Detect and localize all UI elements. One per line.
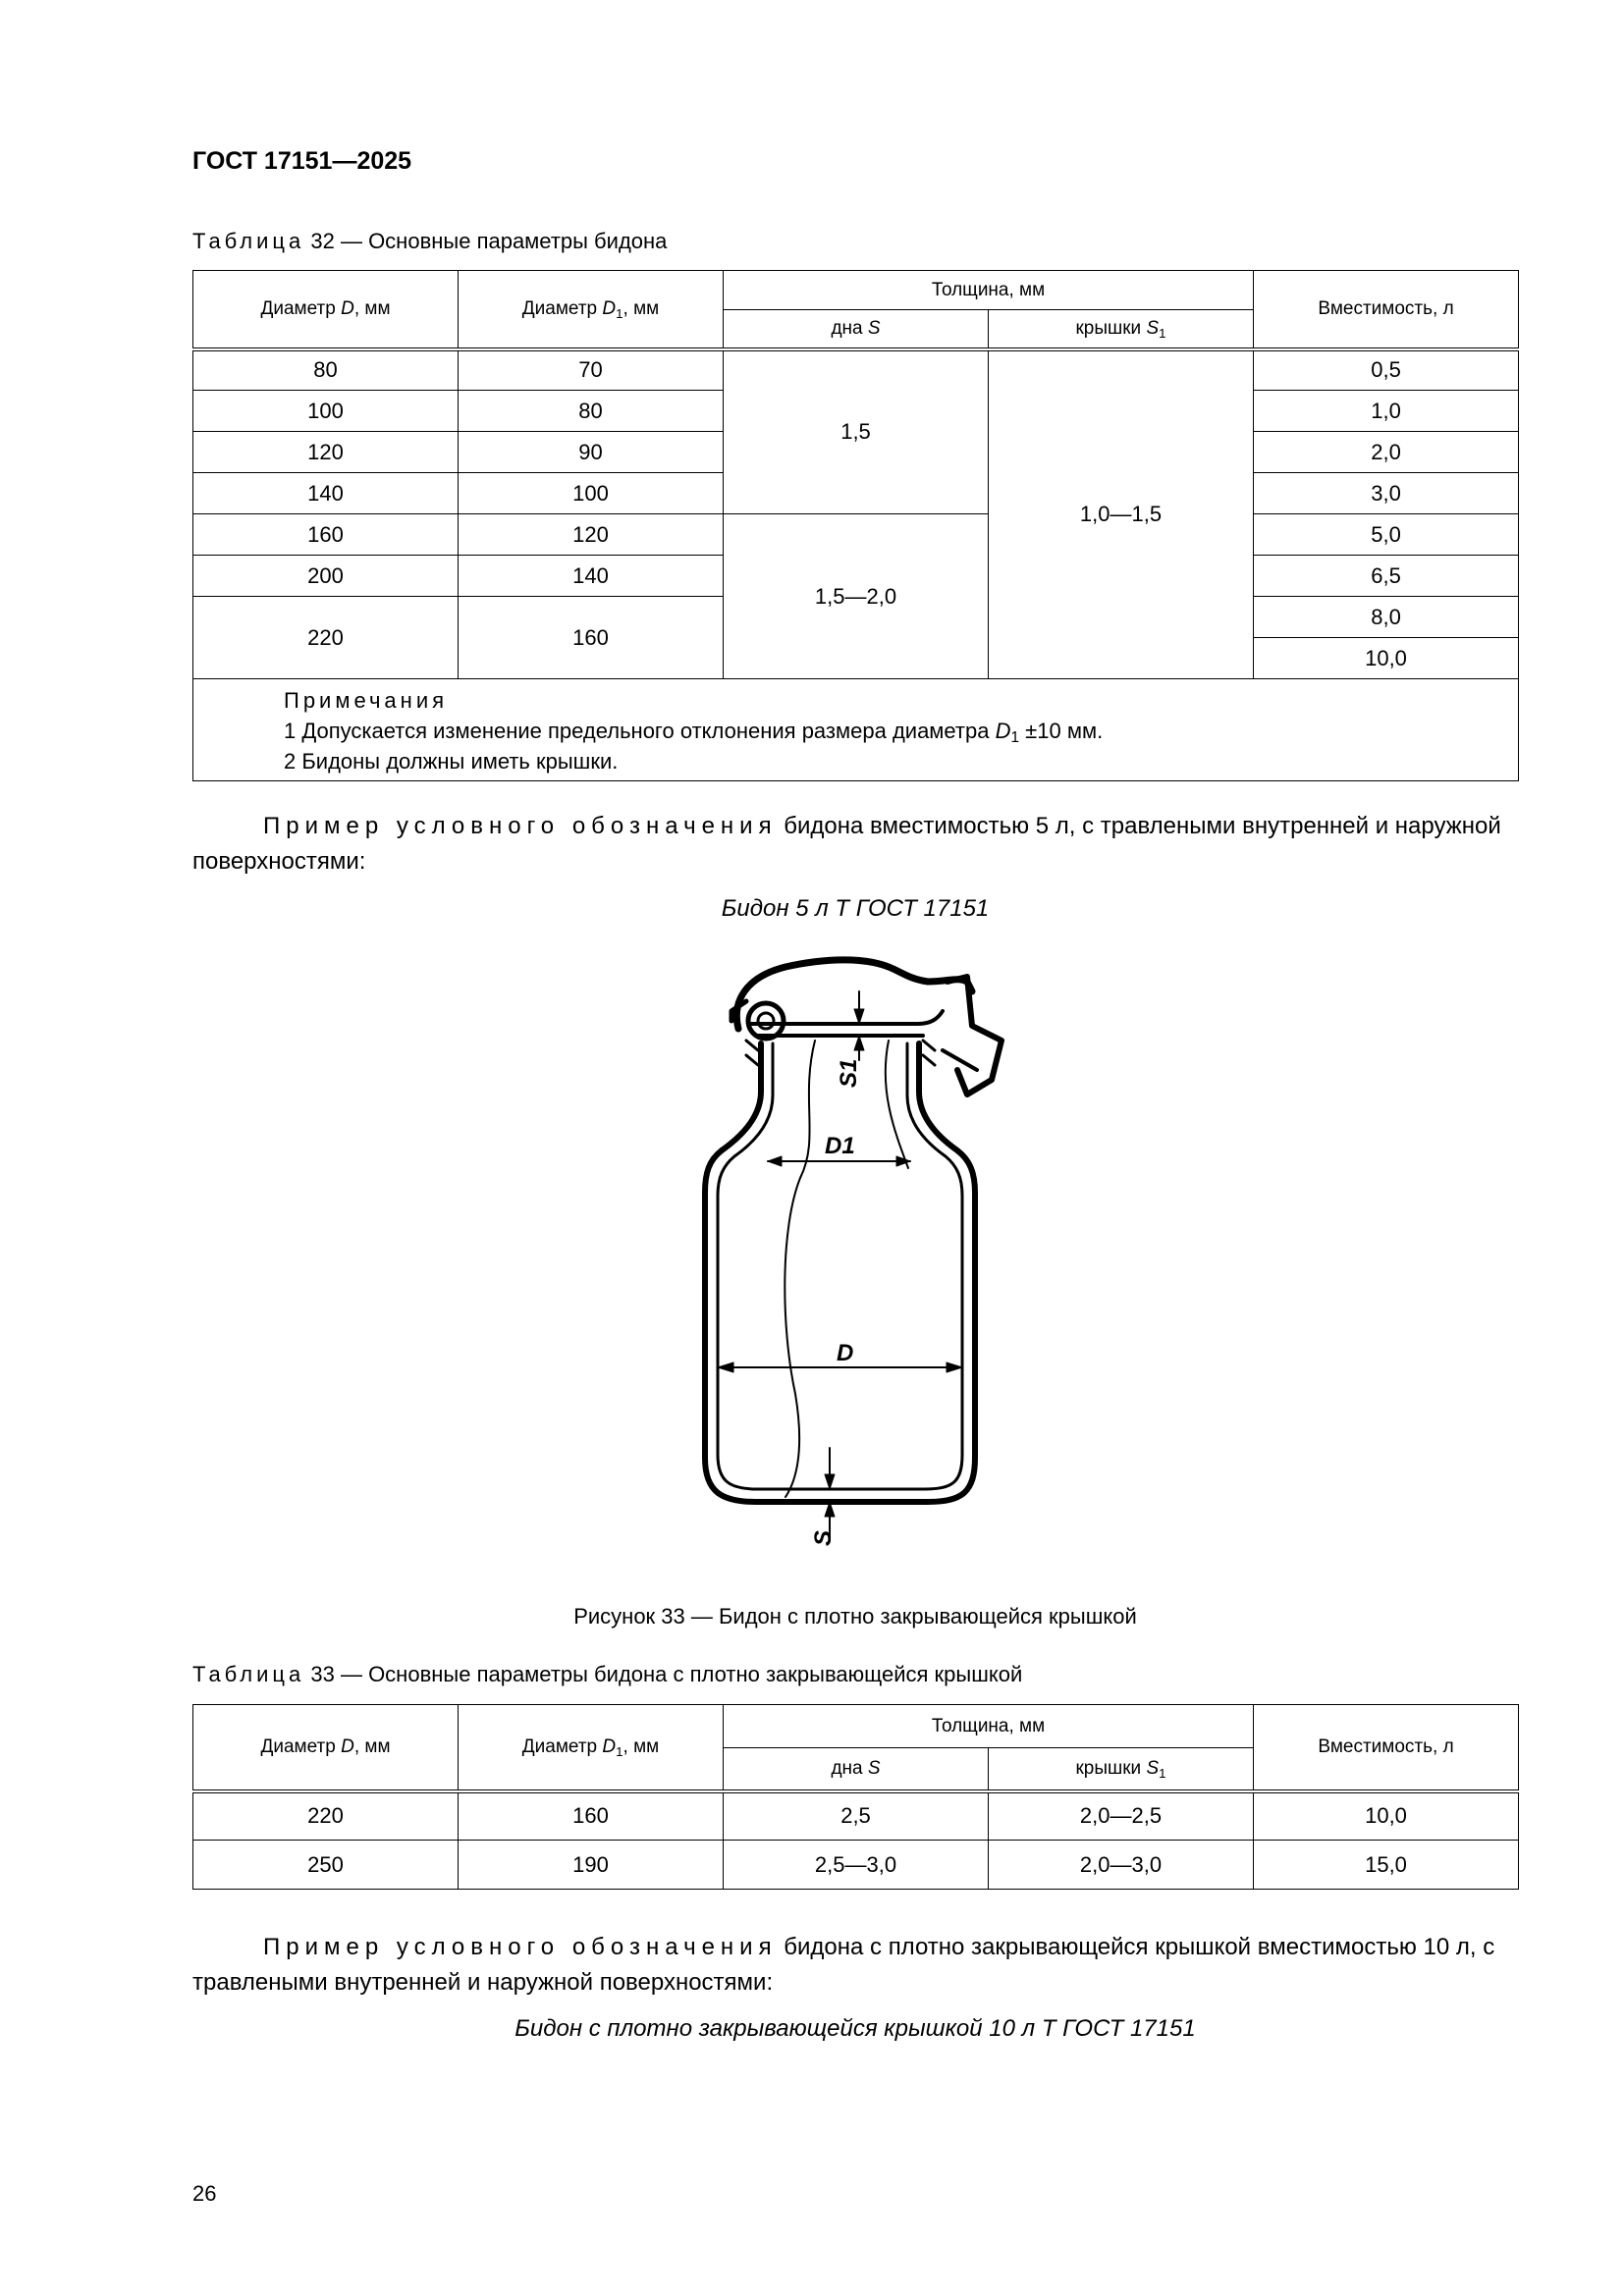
table-row: 250 190 2,5—3,0 2,0—3,0 15,0 [193, 1841, 1519, 1890]
header-volume: Вместимость, л [1254, 1705, 1519, 1791]
figure-33-caption: Рисунок 33 — Бидон с плотно закрывающейся крышкой [573, 1604, 1137, 1629]
header-bottom-s: дна S [724, 1748, 989, 1791]
table-row: 120 90 2,0 [193, 432, 1519, 473]
header-thickness: Толщина, мм [724, 1705, 1254, 1748]
header-diameter-d1: Диаметр $D_1$, мм [459, 1705, 724, 1791]
header-lid-s1: крышки $S_1$ [989, 1748, 1254, 1791]
header-diameter-d1: Диаметр $D_1$, мм [459, 271, 724, 349]
table-32-caption [192, 229, 667, 254]
label-d1: D1 [825, 1133, 855, 1159]
table-row: 160 120 1,5—2,0 5,0 [193, 514, 1519, 556]
table-row: 80 70 1,5 1,0—1,5 0,5 [193, 349, 1519, 391]
label-s: S [810, 1529, 837, 1546]
example-1-designation: Бидон 5 л Т ГОСТ 17151 [721, 895, 990, 922]
table-row: 200 140 6,5 [193, 556, 1519, 597]
example-1-paragraph: Пример условного обозначения бидона вместимостью 5 л, с травлеными внутренней и наружной поверхностями: [192, 813, 1501, 875]
table-caption-text: 33 — Основные параметры бидона с плотно закрывающейся крышкой [304, 1662, 1023, 1686]
header-thickness: Толщина, мм [724, 271, 1254, 310]
header-lid-s1: крышки $S_1$ [989, 310, 1254, 349]
header-volume: Вместимость, л [1254, 271, 1519, 349]
table-notes-row [193, 679, 1519, 781]
header-diameter-d: Диаметр D, мм [193, 271, 459, 349]
notes-title: Примечания [284, 688, 449, 713]
table-33-caption [192, 1662, 1022, 1687]
table-row: 220 160 8,0 [193, 597, 1519, 638]
table-row: 220 160 2,5 2,0—2,5 10,0 [193, 1791, 1519, 1841]
page-number: 26 [192, 2181, 217, 2206]
document-header: ГОСТ 17151—2025 [192, 147, 412, 175]
example-2-paragraph: Пример условного обозначения бидона с плотно закрывающейся крышкой вместимостью 10 л, с травлеными внутренней и наружной поверхностями: [192, 1934, 1495, 1996]
label-d: D [837, 1340, 854, 1366]
example-2-designation: Бидон с плотно закрывающейся крышкой 10 л Т ГОСТ 17151 [514, 2015, 1196, 2042]
table-row: 100 80 1,0 [193, 391, 1519, 432]
milk-can-drawing [628, 942, 1041, 1571]
cell-s-group1: 1,5 [724, 349, 989, 514]
table-33 [192, 1704, 1519, 1890]
note-1: 1 Допускается изменение предельного отклонения размера диаметра $D_1 \pm 10$ мм. [284, 719, 1104, 746]
cell-s1-all: 1,0—1,5 [989, 349, 1254, 679]
note-2: 2 Бидоны должны иметь крышки. [284, 749, 619, 774]
cell-s-group2: 1,5—2,0 [724, 514, 989, 679]
table-row: 140 100 3,0 [193, 473, 1519, 514]
table-32 [192, 270, 1519, 781]
label-s1: S1 [836, 1058, 862, 1088]
table-row: 10,0 [193, 638, 1519, 679]
table-caption-prefix: Таблица [192, 229, 305, 253]
table-notes [193, 679, 1519, 781]
header-diameter-d: Диаметр D, мм [193, 1705, 459, 1791]
header-bottom-s: дна S [724, 310, 989, 349]
table-caption-prefix: Таблица [192, 1662, 305, 1686]
table-caption-text: 32 — Основные параметры бидона [304, 229, 668, 253]
